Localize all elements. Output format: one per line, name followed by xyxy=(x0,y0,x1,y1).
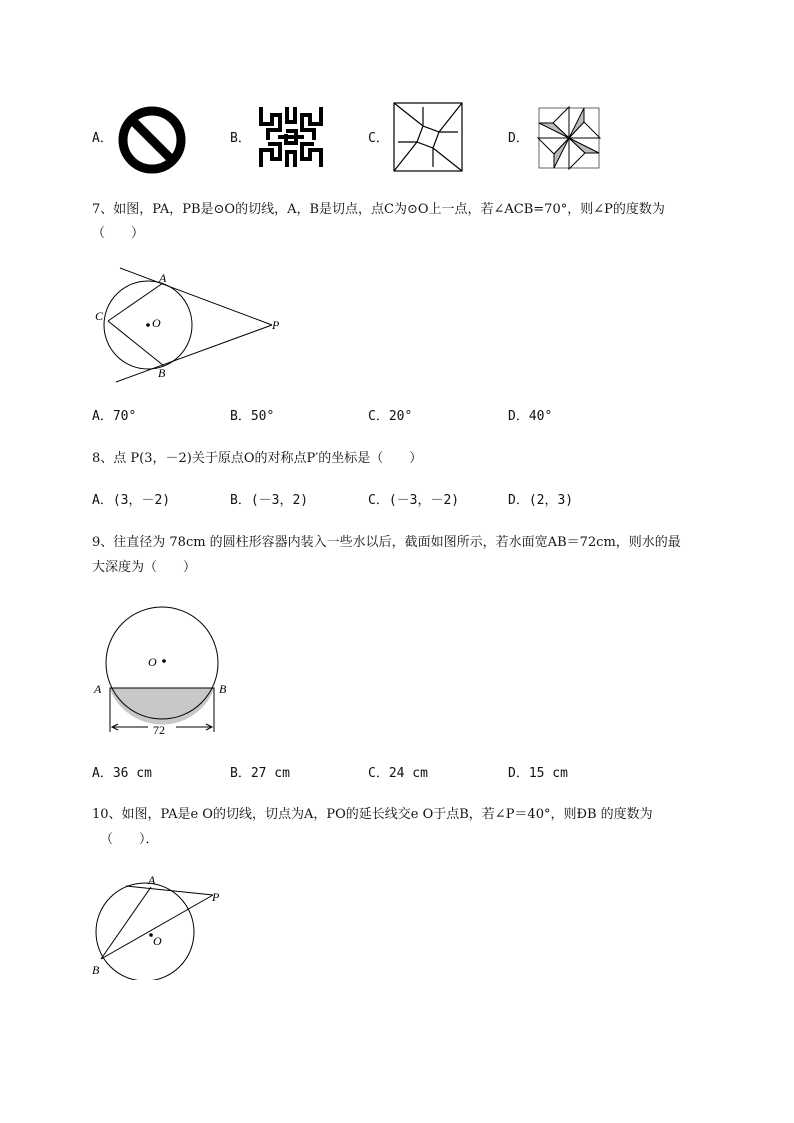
q10-label-o: O xyxy=(153,934,162,948)
q8-stem: 8、点 P(3，－2)关于原点O的对称点P′的坐标是（ ） xyxy=(92,451,423,466)
q9-label-o: O xyxy=(148,655,157,669)
q9-option-b[interactable]: B．27 cm xyxy=(230,766,290,781)
maze-pattern-icon xyxy=(258,104,324,170)
q7-option-b[interactable]: B．50° xyxy=(230,409,275,424)
q9-stem-line1: 9、往直径为 78cm 的圆柱形容器内装入一些水以后，截面如图所示，若水面宽AB＝72cm，则水的最 xyxy=(92,535,681,550)
q9-label-width: 72 xyxy=(153,723,165,737)
q7-stem-line2: （ ） xyxy=(92,226,145,241)
q6-option-a-label[interactable]: A． xyxy=(92,131,113,146)
q7-stem-line1: 7、如图，PA，PB是⊙O的切线，A，B是切点，点C为⊙O上一点，若∠ACB=70°，则∠P的度数为 xyxy=(92,202,665,217)
q7-label-b: B xyxy=(158,366,166,380)
q7-option-d[interactable]: D．40° xyxy=(508,409,553,424)
q10-label-p: P xyxy=(212,890,220,904)
q10-label-a: A xyxy=(148,873,156,887)
q7-option-c[interactable]: C．20° xyxy=(368,409,413,424)
q10-figure xyxy=(88,868,228,980)
q9-option-d[interactable]: D．15 cm xyxy=(508,766,568,781)
q8-option-c[interactable]: C．(－3，－2) xyxy=(368,493,460,508)
q6-option-b-label[interactable]: B． xyxy=(230,131,251,146)
q7-option-a[interactable]: A．70° xyxy=(92,409,137,424)
q8-option-d[interactable]: D．(2，3) xyxy=(508,493,574,508)
prohibition-sign-icon xyxy=(116,104,188,176)
q9-figure xyxy=(90,600,240,742)
q8-option-b[interactable]: B．(－3，2) xyxy=(230,493,309,508)
square-pinwheel-icon xyxy=(393,102,463,172)
q6-option-d-label[interactable]: D． xyxy=(508,131,529,146)
q9-stem-line2: 大深度为（ ） xyxy=(92,560,197,575)
q7-label-a: A xyxy=(159,271,167,285)
q7-figure xyxy=(92,265,292,390)
q10-label-b: B xyxy=(92,963,100,977)
q9-option-c[interactable]: C．24 cm xyxy=(368,766,428,781)
q10-stem-line2: （ ）． xyxy=(100,832,159,847)
q8-option-a[interactable]: A．(3，－2) xyxy=(92,493,171,508)
q10-stem-line1: 10、如图，PA是e O的切线，切点为A，PO的延长线交e O于点B，若∠P＝40°，则ÐB 的度数为 xyxy=(92,807,653,822)
windmill-icon xyxy=(536,105,602,171)
q7-label-p: P xyxy=(272,318,280,332)
q9-label-a: A xyxy=(94,682,102,696)
q6-option-c-label[interactable]: C． xyxy=(368,131,389,146)
q7-label-c: C xyxy=(95,309,104,323)
q9-label-b: B xyxy=(219,682,227,696)
q7-label-o: O xyxy=(152,316,161,330)
q9-option-a[interactable]: A．36 cm xyxy=(92,766,152,781)
